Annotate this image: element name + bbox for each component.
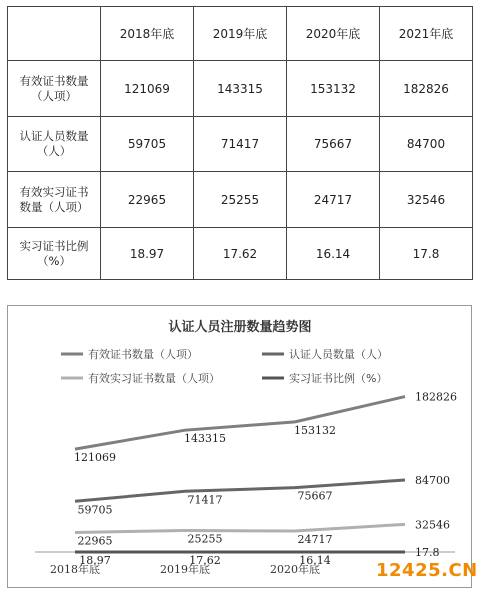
table-cell: 16.14	[287, 228, 380, 280]
table-cell: 25255	[194, 172, 287, 228]
row-label-line: （%）	[37, 253, 71, 268]
table-cell: 24717	[287, 172, 380, 228]
data-label: 32546	[415, 518, 450, 532]
data-label: 18.97	[79, 554, 111, 567]
row-label-line: 实习证书比例	[19, 238, 89, 253]
data-label: 121069	[74, 451, 116, 465]
row-label-line: 有效证书数量	[19, 73, 89, 88]
table-header-cell: 2021年底	[380, 7, 473, 61]
data-label: 25255	[187, 532, 223, 546]
legend-label: 有效实习证书数量（人项）	[88, 372, 220, 385]
data-label: 75667	[297, 489, 333, 503]
data-label: 24717	[297, 532, 333, 546]
row-label-line: 有效实习证书	[19, 184, 89, 199]
row-label-line: （人项）	[31, 88, 77, 103]
x-tick-label: 2020年底	[270, 563, 320, 576]
data-label: 17.8	[415, 546, 440, 559]
series-line	[75, 397, 405, 449]
x-tick-label: 2018年底	[50, 563, 100, 576]
data-label: 71417	[187, 493, 223, 507]
data-label: 17.62	[189, 554, 221, 567]
data-label: 22965	[77, 534, 113, 548]
data-label: 143315	[184, 432, 226, 446]
table-cell: 182826	[380, 61, 473, 117]
chart-series	[74, 391, 457, 567]
data-label: 84700	[415, 474, 450, 488]
table-cell: 18.97	[101, 228, 194, 280]
table-cell: 121069	[101, 61, 194, 117]
series-line	[75, 524, 405, 532]
table-cell: 59705	[101, 117, 194, 172]
row-label-line: 认证人员数量	[19, 129, 89, 143]
chart-title: 认证人员注册数量趋势图	[168, 320, 312, 335]
data-label: 59705	[77, 503, 113, 517]
legend-label: 实习证书比例（%）	[289, 372, 388, 385]
data-label: 153132	[294, 423, 336, 437]
table-header-cell: 2018年底	[101, 7, 194, 61]
series-line	[75, 480, 405, 501]
table-header-cell: 2019年底	[194, 7, 287, 61]
table-cell: 17.62	[194, 228, 287, 280]
table-cell: 84700	[380, 117, 473, 172]
chart-legend	[61, 347, 388, 385]
x-tick-label: 2019年底	[160, 563, 210, 576]
table-cell: 143315	[194, 61, 287, 117]
row-label-line: （人）	[36, 144, 72, 158]
data-label: 182826	[415, 390, 457, 404]
table-cell: 17.8	[380, 228, 473, 280]
table-cell: 22965	[101, 172, 194, 228]
legend-label: 有效证书数量（人项）	[88, 348, 198, 361]
site-watermark: 12425.CN	[376, 560, 478, 581]
table-cell: 75667	[287, 117, 380, 172]
table-cell: 153132	[287, 61, 380, 117]
legend-label: 认证人员数量（人）	[289, 348, 388, 361]
table-cell: 71417	[194, 117, 287, 172]
row-label-line: 数量（人项）	[19, 199, 89, 214]
data-label: 16.14	[299, 554, 331, 567]
table-header-cell: 2020年底	[287, 7, 380, 61]
table-cell: 32546	[380, 172, 473, 228]
